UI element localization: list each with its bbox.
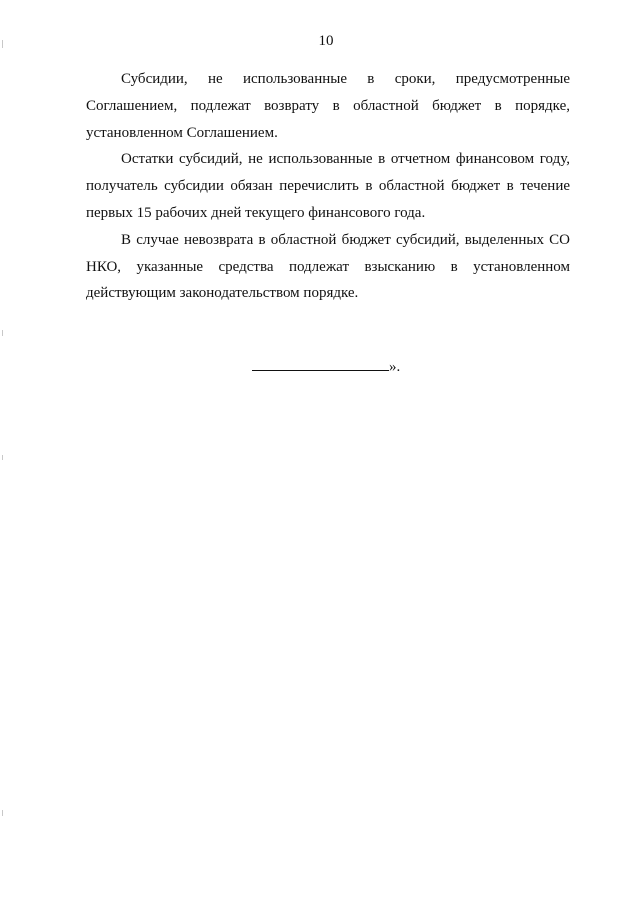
paragraph-subsidy-remainder-transfer: Остатки субсидий, не использованные в отчетном финансовом году, получатель субсидии обязан перечислить в областной бюджет в течение первых 15 рабочих дней текущего финансового года. — [86, 151, 570, 221]
paragraph-unused-subsidies-return: Субсидии, не использованные в сроки, предусмотренные Соглашением, подлежат возврату в областной бюджет в порядке, установленном Соглашением. — [86, 71, 570, 141]
page-number: 10 — [318, 33, 334, 49]
paragraph-recovery-procedure: В случае невозврата в областной бюджет субсидий, выделенных СО НКО, указанные средства подлежат взысканию в установленном действующим законодательством порядке. — [86, 231, 570, 302]
scan-edge-mark — [2, 810, 3, 816]
closing-rule — [252, 356, 389, 371]
closing-quote-mark: ». — [389, 359, 401, 375]
body-text — [86, 66, 570, 307]
scan-edge-mark — [2, 330, 3, 336]
scan-edge-mark — [2, 455, 3, 460]
closing-line — [252, 356, 400, 377]
